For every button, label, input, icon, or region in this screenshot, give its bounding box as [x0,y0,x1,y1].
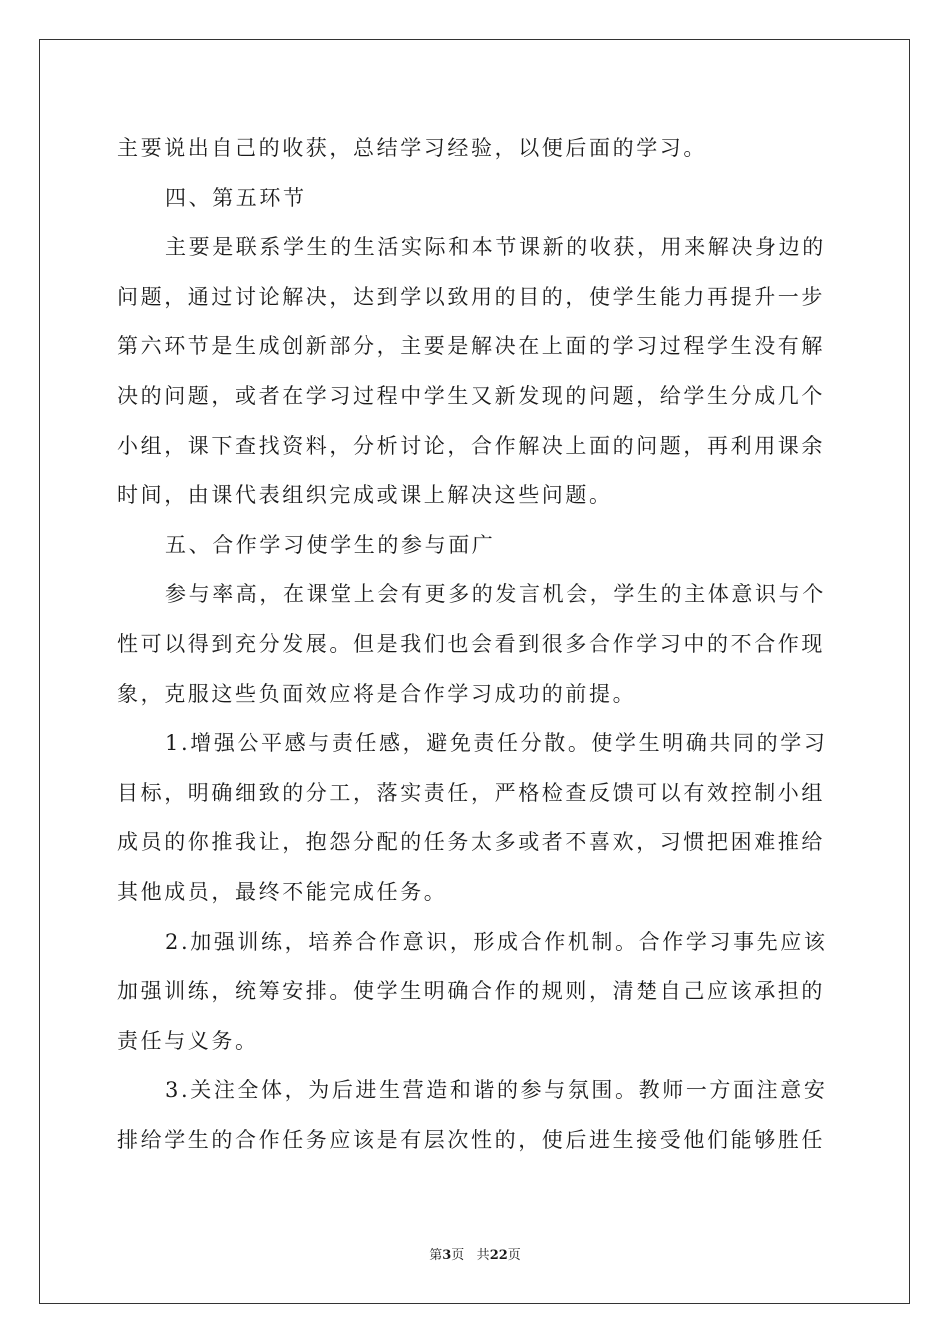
text-line: 1.增强公平感与责任感，避免责任分散。使学生明确共同的学习 [165,731,828,756]
text-line: 目标，明确细致的分工，落实责任，严格检查反馈可以有效控制小组 [117,780,825,805]
footer-page-suffix: 页 [451,1248,465,1263]
text-line: 主要是联系学生的生活实际和本节课新的收获，用来解决身边的 [165,235,826,260]
text-line: 其他成员，最终不能完成任务。 [117,879,448,904]
text-line: 2.加强训练，培养合作意识，形成合作机制。合作学习事先应该 [165,929,828,954]
text-line: 问题，通过讨论解决，达到学以致用的目的，使学生能力再提升一步 [117,284,825,309]
text-line: 五、合作学习使学生的参与面广 [165,532,496,557]
text-line: 责任与义务。 [117,1028,259,1053]
text-line: 时间，由课代表组织完成或课上解决这些问题。 [117,483,613,508]
footer-total-prefix: 共 [476,1248,490,1263]
text-line: 排给学生的合作任务应该是有层次性的，使后进生接受他们能够胜任 [117,1127,825,1152]
text-line: 成员的你推我让，抱怨分配的任务太多或者不喜欢，习惯把困难推给 [117,830,825,855]
text-line: 决的问题，或者在学习过程中学生又新发现的问题，给学生分成几个 [117,383,825,408]
text-line: 性可以得到充分发展。但是我们也会看到很多合作学习中的不合作现 [117,631,825,656]
text-line: 3.关注全体，为后进生营造和谐的参与氛围。教师一方面注意安 [165,1078,828,1103]
page-footer [0,1246,950,1266]
footer-page-number: 3 [442,1248,452,1263]
footer-page-prefix: 第 [429,1248,443,1263]
text-line: 四、第五环节 [165,185,307,210]
text-line: 参与率高，在课堂上会有更多的发言机会，学生的主体意识与个 [165,582,826,607]
text-line: 象，克服这些负面效应将是合作学习成功的前提。 [117,681,637,706]
footer-total-suffix: 页 [507,1248,521,1263]
text-line: 小组，课下查找资料，分析讨论，合作解决上面的问题，再利用课余 [117,433,825,458]
text-line: 第六环节是生成创新部分，主要是解决在上面的学习过程学生没有解 [117,334,825,359]
text-line: 主要说出自己的收获，总结学习经验，以便后面的学习。 [117,136,707,160]
footer-total-pages: 22 [489,1248,508,1263]
text-line: 加强训练，统筹安排。使学生明确合作的规则，清楚自己应该承担的 [117,979,825,1004]
document-body [117,124,833,1165]
